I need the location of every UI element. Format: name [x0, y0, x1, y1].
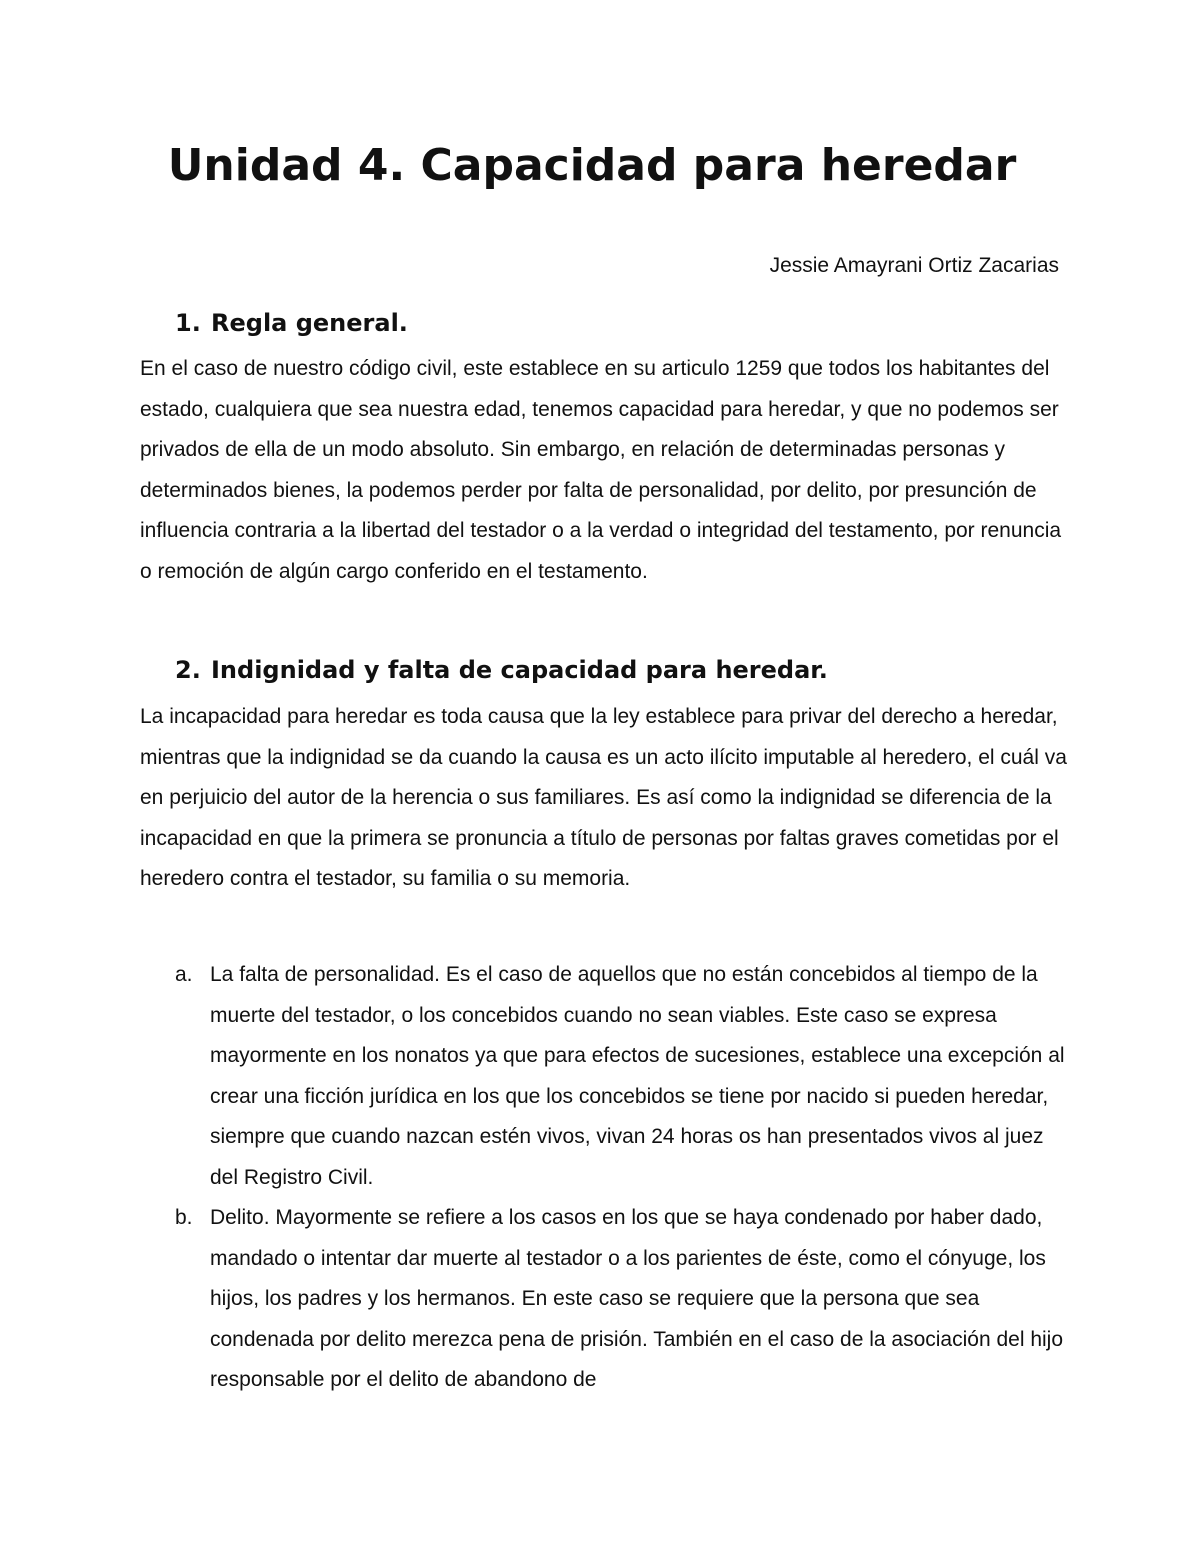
list-item-marker: a. — [175, 963, 193, 986]
section-1-heading — [175, 307, 408, 339]
section-1-number: 1. — [175, 309, 201, 337]
section-2-heading — [175, 654, 828, 686]
list-item — [0, 955, 1070, 1198]
section-2-paragraph: La incapacidad para heredar es toda causa que la ley establece para privar del derecho a heredar, mientras que la indignidad se da cuando la causa es un acto ilícito imputable al heredero, el cuál va en perjuicio del autor de la herencia o sus familiares. Es así como la indignidad se diferencia de la incapacidad en que la primera se pronuncia a título de personas por faltas graves cometidas por el heredero contra el testador, su familia o su memoria. — [140, 705, 1067, 890]
section-1-paragraph: En el caso de nuestro código civil, este establece en su articulo 1259 que todos los habitantes del estado, cualquiera que sea nuestra edad, tenemos capacidad para heredar, y que no podemos ser privados de ella de un modo absoluto. Sin embargo, en relación de determinadas personas y determinados bienes, la podemos perder por falta de personalidad, por delito, por presunción de influencia contraria a la libertad del testador o a la verdad o integridad del testamento, por renuncia o remoción de algún cargo conferido en el testamento. — [140, 357, 1062, 583]
section-2-number: 2. — [175, 656, 201, 684]
list-item-text: Delito. Mayormente se refiere a los casos en los que se haya condenado por haber dado, mandado o intentar dar muerte al testador o a los parientes de éste, como el cónyuge, los hijos, los padres y los hermanos. En este caso se requiere que la persona que sea condenada por delito merezca pena de prisión. También en el caso de la asociación del hijo responsable por el delito de abandono de — [210, 1206, 1064, 1391]
document-title: Unidad 4. Capacidad para heredar — [167, 140, 1017, 191]
list-item-marker: b. — [175, 1206, 193, 1229]
list-item-text: La falta de personalidad. Es el caso de aquellos que no están concebidos al tiempo de la muerte del testador, o los concebidos cuando no sean viables. Este caso se expresa mayormente en los nonatos ya que para efectos de sucesiones, establece una excepción al crear una ficción jurídica en los que los concebidos se tiene por nacido si pueden heredar, siempre que cuando nazcan estén vivos, vivan 24 horas os han presentados vivos al juez del Registro Civil. — [210, 963, 1065, 1189]
section-1-title: Regla general. — [211, 309, 408, 337]
section-2-title: Indignidad y falta de capacidad para heredar. — [211, 656, 828, 684]
author-name: Jessie Amayrani Ortiz Zacarias — [769, 254, 1059, 277]
incapacity-list — [0, 955, 1100, 1401]
list-item — [0, 1198, 1070, 1401]
